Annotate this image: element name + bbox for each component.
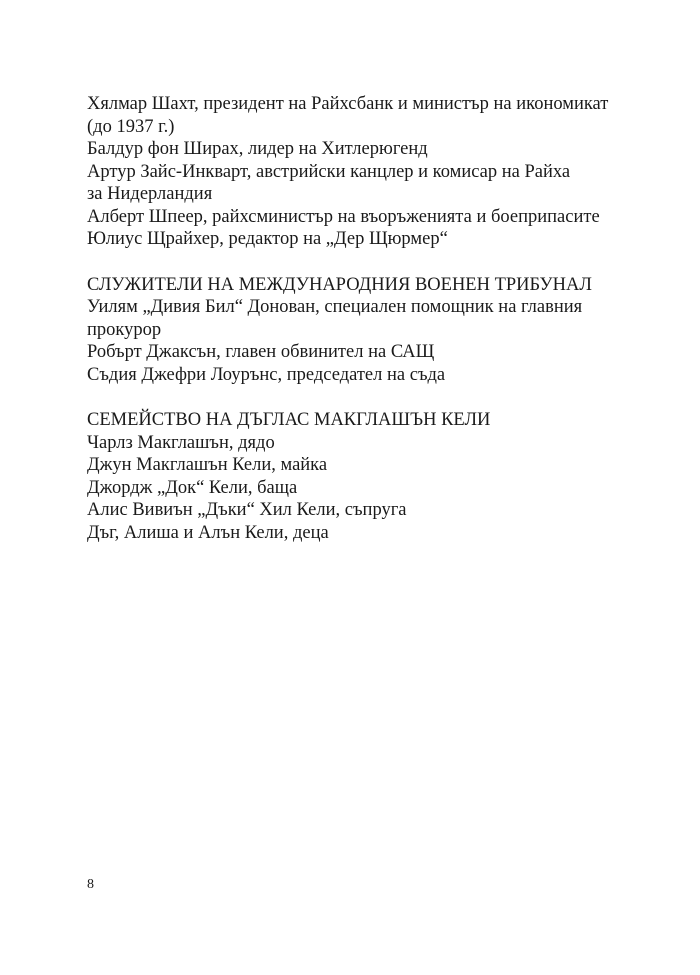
list-line: Балдур фон Ширах, лидер на Хитлерюгенд (87, 139, 428, 159)
page-content (87, 93, 627, 544)
page-number: 8 (87, 877, 94, 892)
list-line: Джордж „Док“ Кели, баща (87, 477, 298, 498)
section-heading: СЕМЕЙСТВО НА ДЪГЛАС МАКГЛАШЪН КЕЛИ (87, 410, 491, 430)
section-kelley-family (87, 409, 627, 544)
section-defendants (87, 93, 627, 251)
list-line: Юлиус Щрайхер, редактор на „Дер Щюрмер“ (87, 229, 448, 249)
list-line: Уилям „Дивия Бил“ Донован, специален помощник на главния (87, 297, 583, 317)
list-line: прокурор (87, 319, 162, 340)
list-line: Джун Макглашън Кели, майка (87, 455, 328, 475)
section-tribunal-officials (87, 274, 627, 387)
list-line: Артур Зайс-Инкварт, австрийски канцлер и комисар на Райха (87, 161, 571, 182)
list-line: Алис Вивиън „Дъки“ Хил Кели, съпруга (87, 500, 407, 520)
list-line: за Нидерландия (87, 184, 213, 204)
list-line: Робърт Джаксън, главен обвинител на САЩ (87, 342, 435, 362)
list-line: Алберт Шпеер, райхсминистър на въоръженията и боеприпасите (87, 206, 600, 227)
list-line: (до 1937 г.) (87, 116, 175, 137)
list-line: Хялмар Шахт, президент на Райхсбанк и министър на икономикат (87, 94, 609, 114)
section-heading: СЛУЖИТЕЛИ НА МЕЖДУНАРОДНИЯ ВОЕНЕН ТРИБУНАЛ (87, 274, 592, 295)
list-line: Дъг, Алиша и Алън Кели, деца (87, 522, 329, 543)
list-line: Чарлз Макглашън, дядо (87, 432, 275, 453)
list-line: Съдия Джефри Лоурънс, председател на съда (87, 364, 446, 385)
